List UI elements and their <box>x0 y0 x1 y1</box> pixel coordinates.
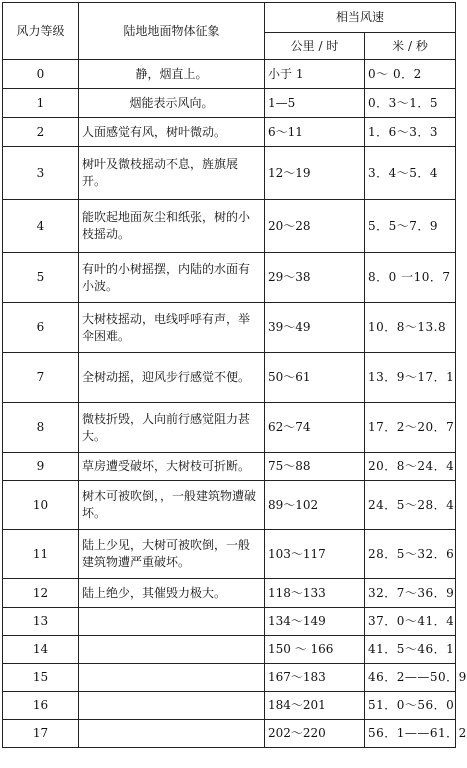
cell-level: 8 <box>3 403 79 453</box>
cell-phenomenon: 草房遭受破坏，大树枝可折断。 <box>79 453 265 481</box>
cell-speed-kmh: 150 ～ 166 <box>265 636 365 664</box>
cell-speed-kmh: 39～49 <box>265 303 365 353</box>
cell-phenomenon: 微枝折毁，人向前行感觉阻力甚大。 <box>79 403 265 453</box>
cell-phenomenon: 全树动摇，迎风步行感觉不便。 <box>79 353 265 403</box>
header-phenomenon: 陆地地面物体征象 <box>79 3 265 60</box>
cell-speed-kmh: 50～61 <box>265 353 365 403</box>
table-row <box>3 664 456 692</box>
cell-phenomenon <box>79 720 265 748</box>
cell-speed-kmh: 29～38 <box>265 253 365 303</box>
cell-phenomenon: 烟能表示风向。 <box>79 89 265 118</box>
cell-speed-kmh: 89～102 <box>265 481 365 530</box>
cell-phenomenon: 陆上少见，大树可被吹倒，一般建筑物遭严重破坏。 <box>79 530 265 579</box>
cell-level: 16 <box>3 692 79 720</box>
cell-speed-ms: 13．9～17．1 <box>365 353 456 403</box>
header-ms: 米 / 秒 <box>365 33 456 60</box>
cell-level: 15 <box>3 664 79 692</box>
cell-level: 13 <box>3 608 79 636</box>
table-row <box>3 453 456 481</box>
cell-speed-kmh: 202～220 <box>265 720 365 748</box>
header-row-top <box>3 3 456 33</box>
table-row <box>3 147 456 200</box>
cell-phenomenon: 能吹起地面灰尘和纸张，树的小枝摇动。 <box>79 200 265 253</box>
table-row <box>3 303 456 353</box>
cell-speed-kmh: 103～117 <box>265 530 365 579</box>
cell-speed-kmh: 75～88 <box>265 453 365 481</box>
cell-speed-ms: 32．7～36．9 <box>365 579 456 608</box>
cell-level: 14 <box>3 636 79 664</box>
table-row <box>3 403 456 453</box>
cell-speed-kmh: 134～149 <box>265 608 365 636</box>
cell-level: 3 <box>3 147 79 200</box>
table-row <box>3 692 456 720</box>
cell-level: 17 <box>3 720 79 748</box>
cell-speed-kmh: 小于 1 <box>265 60 365 89</box>
cell-speed-ms: 17．2～20．7 <box>365 403 456 453</box>
cell-level: 2 <box>3 118 79 147</box>
cell-speed-kmh: 167～183 <box>265 664 365 692</box>
beaufort-scale-table <box>2 2 467 748</box>
table-row <box>3 720 456 748</box>
cell-speed-ms: 20．8～24．4 <box>365 453 456 481</box>
cell-level: 10 <box>3 481 79 530</box>
table-body <box>3 3 467 748</box>
cell-speed-kmh: 1—5 <box>265 89 365 118</box>
header-level: 风力等级 <box>3 3 79 60</box>
cell-level: 0 <box>3 60 79 89</box>
cell-level: 6 <box>3 303 79 353</box>
cell-level: 9 <box>3 453 79 481</box>
cell-level: 11 <box>3 530 79 579</box>
cell-speed-ms: 10．8～13.8 <box>365 303 456 353</box>
table-row <box>3 481 456 530</box>
table-row <box>3 253 456 303</box>
cell-phenomenon <box>79 664 265 692</box>
cell-phenomenon: 静，烟直上。 <box>79 60 265 89</box>
cell-speed-ms: 1．6～3．3 <box>365 118 456 147</box>
cell-speed-kmh: 118～133 <box>265 579 365 608</box>
cell-phenomenon: 树木可被吹倒，，一般建筑物遭破坏。 <box>79 481 265 530</box>
cell-level: 4 <box>3 200 79 253</box>
cell-level: 1 <box>3 89 79 118</box>
cell-phenomenon: 人面感觉有风，树叶微动。 <box>79 118 265 147</box>
table-row <box>3 118 456 147</box>
cell-phenomenon <box>79 608 265 636</box>
cell-speed-ms: 28．5～32．6 <box>365 530 456 579</box>
table-row <box>3 60 456 89</box>
cell-speed-ms: 56．1——61．2 <box>365 720 456 748</box>
table-row <box>3 579 456 608</box>
cell-phenomenon <box>79 692 265 720</box>
cell-speed-kmh: 20～28 <box>265 200 365 253</box>
cell-speed-kmh: 62～74 <box>265 403 365 453</box>
cell-speed-kmh: 12～19 <box>265 147 365 200</box>
cell-speed-ms: 24．5～28．4 <box>365 481 456 530</box>
cell-speed-ms: 8．0 一10．7 <box>365 253 456 303</box>
cell-speed-kmh: 184～201 <box>265 692 365 720</box>
table-row <box>3 200 456 253</box>
cell-speed-ms: 51．0～56．0 <box>365 692 456 720</box>
cell-level: 12 <box>3 579 79 608</box>
cell-speed-ms: 0～ 0．2 <box>365 60 456 89</box>
cell-speed-ms: 5．5～7．9 <box>365 200 456 253</box>
cell-speed-ms: 41．5～46．1 <box>365 636 456 664</box>
table-row <box>3 89 456 118</box>
table-row <box>3 353 456 403</box>
cell-speed-ms: 0．3～1．5 <box>365 89 456 118</box>
table-row <box>3 636 456 664</box>
cell-speed-ms: 3．4～5．4 <box>365 147 456 200</box>
cell-phenomenon <box>79 636 265 664</box>
header-speed: 相当风速 <box>265 3 456 33</box>
cell-phenomenon: 树叶及微枝摇动不息，旌旗展开。 <box>79 147 265 200</box>
cell-phenomenon: 有叶的小树摇摆，内陆的水面有小波。 <box>79 253 265 303</box>
header-kmh: 公里 / 时 <box>265 33 365 60</box>
cell-phenomenon: 陆上绝少，其催毁力极大。 <box>79 579 265 608</box>
table-row <box>3 608 456 636</box>
cell-speed-ms: 46．2——50．9 <box>365 664 456 692</box>
cell-speed-kmh: 6～11 <box>265 118 365 147</box>
cell-speed-ms: 37．0～41．4 <box>365 608 456 636</box>
cell-level: 7 <box>3 353 79 403</box>
table-row <box>3 530 456 579</box>
cell-phenomenon: 大树枝摇动，电线呼呼有声，举伞困难。 <box>79 303 265 353</box>
cell-level: 5 <box>3 253 79 303</box>
